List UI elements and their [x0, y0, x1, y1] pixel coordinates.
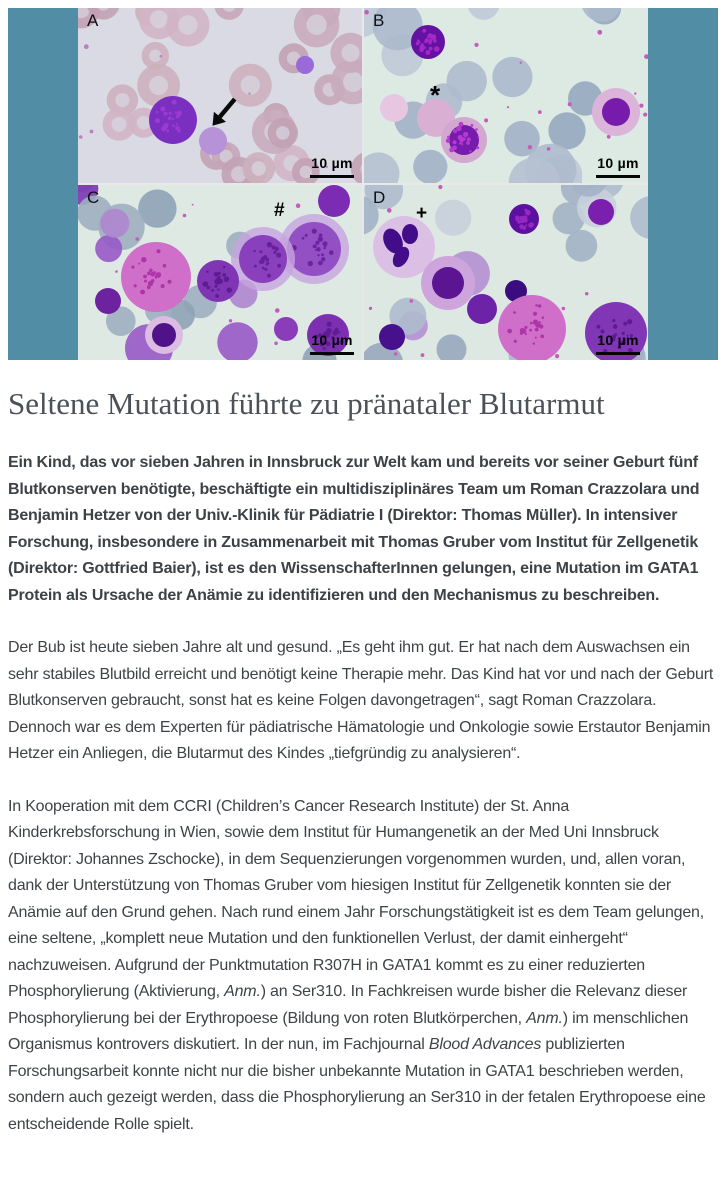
- body-paragraph-1: Der Bub ist heute sieben Jahre alt und gesund. „Es geht ihm gut. Er hat nach dem Auswachsen ein sehr stabiles Blutbild erreicht und benötigt keine Therapie mehr. Das Kind hat vor und nach der Geburt Blutkonserven gebraucht, sonst hat es keine Folgen davongetragen“, sagt Roman Crazzolara. Dennoch war es dem Experten für pädiatrische Hämatologie und Onkologie sowie Erstautor Benjamin Hetzer ein Anliegen, die Blutarmut des Kindes „tiefgründig zu analysieren“.: [8, 639, 714, 762]
- scale-label: 10 µm: [311, 332, 353, 348]
- micrograph-panel-a: [78, 8, 362, 183]
- scale-bar: [310, 332, 354, 355]
- micrograph-grid: [78, 8, 648, 360]
- scale-bar: [596, 155, 640, 178]
- scale-bar: [310, 155, 354, 178]
- scale-label: 10 µm: [597, 332, 639, 348]
- panel-label-a: A: [87, 11, 99, 30]
- arrow-icon: [206, 92, 242, 132]
- panel-label-c: C: [87, 188, 100, 207]
- micrograph-panel-b: [364, 8, 648, 183]
- panel-label-d: D: [373, 188, 386, 207]
- plus-annotation: +: [416, 203, 428, 224]
- page-title: Seltene Mutation führte zu pränataler Blutarmut: [8, 386, 605, 421]
- scale-bar-line: [596, 175, 640, 178]
- micrograph-panel-d: [364, 185, 648, 360]
- micrograph-panel-c: [78, 185, 362, 360]
- scale-bar: [596, 332, 640, 355]
- scale-bar-line: [310, 352, 354, 355]
- panel-label-b: B: [373, 11, 385, 30]
- intro-paragraph: Ein Kind, das vor sieben Jahren in Innsbruck zur Welt kam und bereits vor seiner Geburt fünf Blutkonserven benötigte, beschäftigte ein multidisziplinäres Team um Roman Crazzolara und Benjamin Hetzer von der Univ.-Klinik für Pädiatrie I (Direktor: Thomas Müller). In intensiver Forschung, insbesondere in Zusammenarbeit mit Thomas Gruber vom Institut für Zellgenetik (Direktor: Gottfried Baier), ist es den WissenschafterInnen gelungen, eine Mutation im GATA1 Protein als Ursache der Anämie zu identifizieren und den Mechanismus zu beschreiben.: [8, 454, 700, 604]
- scale-bar-line: [596, 352, 640, 355]
- hash-annotation: #: [274, 200, 285, 221]
- scale-bar-line: [310, 175, 354, 178]
- asterisk-annotation: *: [430, 80, 441, 110]
- scale-label: 10 µm: [311, 155, 353, 171]
- figure-blood-smears: [8, 8, 718, 360]
- body-paragraph-2: In Kooperation mit dem CCRI (Children’s Cancer Research Institute) der St. Anna Kinderkrebsforschung in Wien, sowie dem Institut für Humangenetik an der Med Uni Innsbruck (Direktor: Johannes Zschocke), in dem Sequenzierungen vorgenommen wurden, und, allen voran, dank der Unterstützung von Thomas Gruber vom hiesigen Institut für Zellgenetik konnten sie der Anämie auf den Grund gehen. Nach rund einem Jahr Forschungstätigkeit ist es dem Team gelungen, eine seltene, „komplett neue Mutation und den funktionellen Verlust, der damit einhergeht“ nachzuweisen. Aufgrund der Punktmutation R307H in GATA1 kommt es zu einer reduzierten Phosphorylierung (Aktivierung, Anm.) an Ser310. In Fachkreisen wurde bisher die Relevanz dieser Phosphorylierung bei der Erythropoese (Bildung von roten Blutkörperchen, Anm.) im menschlichen Organismus kontrovers diskutiert. In der nun, im Fachjournal Blood Advances publizierten Forschungsarbeit konnte nicht nur die bisher unbekannte Mutation in GATA1 beschrieben werden, sondern auch gezeigt werden, dass die Phosphorylierung an Ser310 in der fetalen Erythropoese eine entscheidende Rolle spielt.: [8, 797, 706, 1133]
- scale-label: 10 µm: [597, 155, 639, 171]
